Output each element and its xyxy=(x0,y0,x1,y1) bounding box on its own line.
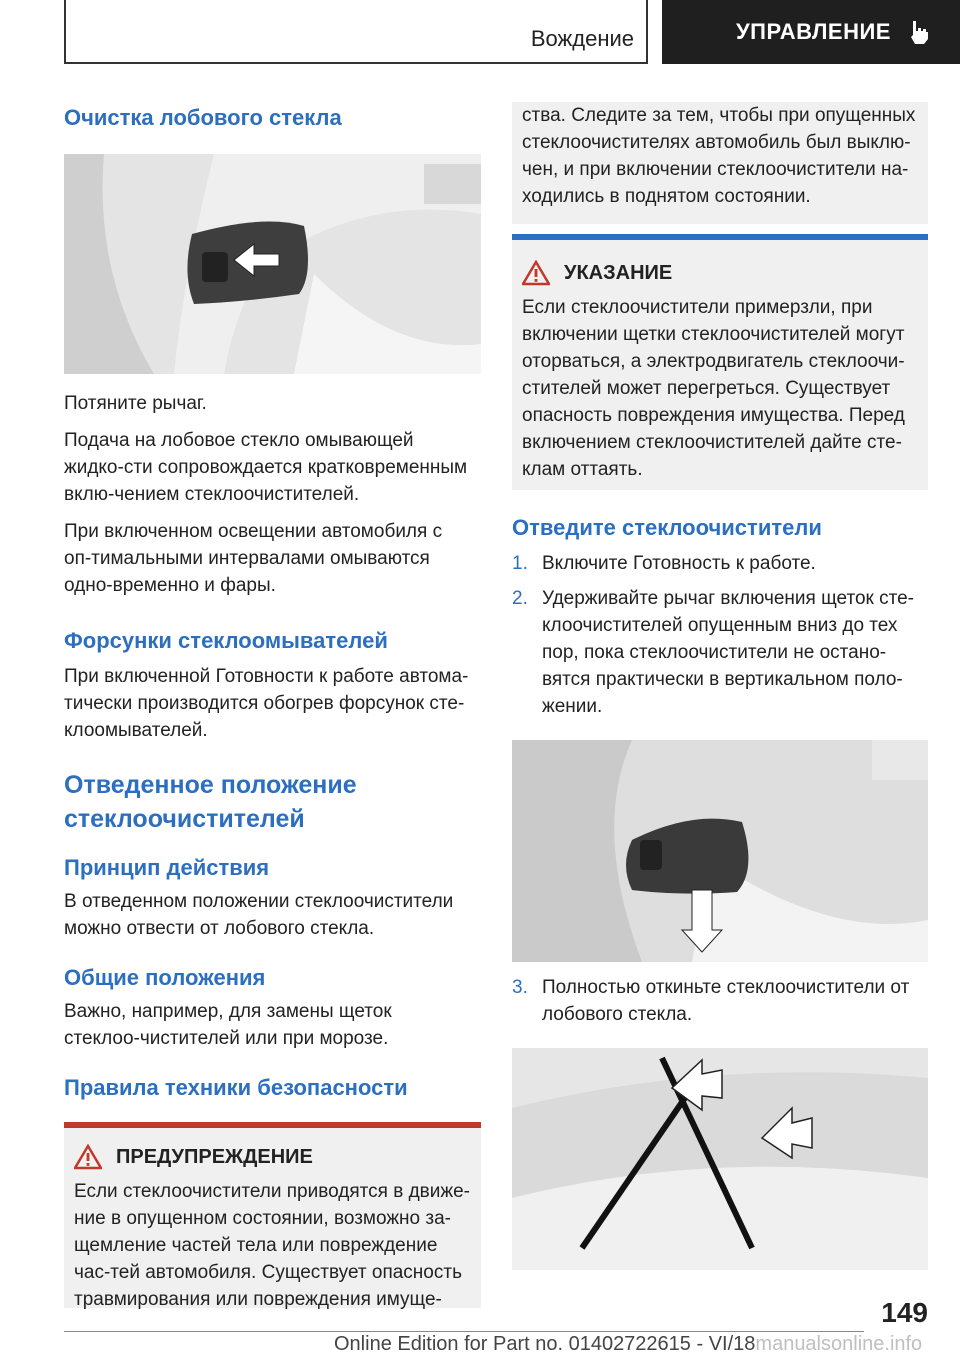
heading-safety: Правила техники безопасности xyxy=(64,1075,408,1100)
left-column xyxy=(64,96,481,1308)
heading-washer-nozzles: Форсунки стеклоомывателей xyxy=(64,628,388,653)
notice-label: УКАЗАНИЕ xyxy=(564,261,673,284)
warning-box xyxy=(64,1128,481,1308)
header-section-label: Вождение xyxy=(530,26,634,51)
steps-list xyxy=(512,550,928,720)
warning-text: Если стеклоочистители приводятся в движе-ние в опущенном состоянии, возможно за-щемление частей тела или повреждение час-тей автомобиля. Существует опасность травмирования или повреждения имуще- xyxy=(74,1181,470,1310)
page-number: 149 xyxy=(881,1297,928,1328)
step-item xyxy=(512,974,928,1028)
nozzles-text: При включенной Готовности к работе автома-тически производится обогрев форсунок сте-клоомывателей. xyxy=(64,666,469,741)
warning-box-continued xyxy=(512,102,928,224)
wipers-illustration xyxy=(512,1048,928,1270)
general-text: Важно, например, для замены щеток стеклоо-чистителей или при морозе. xyxy=(64,1001,392,1049)
header-chapter-label: УПРАВЛЕНИЕ xyxy=(736,19,891,44)
step-text: Полностью откиньте стеклоочистители от лобового стекла. xyxy=(542,977,910,1025)
footer-edition xyxy=(334,1333,922,1356)
header-chapter-tab xyxy=(662,0,960,64)
warning-label: ПРЕДУПРЕЖДЕНИЕ xyxy=(116,1145,313,1168)
wipers-folded-photo xyxy=(512,1048,928,1270)
edition-text: Online Edition for Part no. 01402722615 - VI/18 xyxy=(334,1333,756,1355)
notice-triangle-icon xyxy=(522,260,550,286)
step-text: Включите Готовность к работе. xyxy=(542,553,816,574)
pull-lever-text: Потяните рычаг. xyxy=(64,393,207,414)
heading-windshield-washer: Очистка лобового стекла xyxy=(64,105,342,130)
warning-text-continued: ства. Следите за тем, чтобы при опущенных стеклоочистителях автомобиль был выклю-чен, и при включении стеклоочистители на-ходились в поднятом состоянии. xyxy=(522,105,916,207)
washer-text-1: Подача на лобовое стекло омывающей жидко-сти сопровождается кратковременным вклю-чением стеклоочистителей. xyxy=(64,430,468,505)
steps-list-continued xyxy=(512,974,928,1028)
heading-general: Общие положения xyxy=(64,965,266,990)
heading-fold-wipers: Отведите стеклоочистители xyxy=(512,515,822,540)
lever-down-photo xyxy=(512,740,928,962)
step-number: 3. xyxy=(512,977,528,998)
step-item xyxy=(512,585,928,720)
step-number: 2. xyxy=(512,588,528,609)
step-text: Удерживайте рычаг включения щеток сте-клоочистителей опущенным вниз до тех пор, пока стеклоочистители не остано-вятся практически в вертикальном поло-жении. xyxy=(542,588,914,717)
washer-lever-photo xyxy=(64,154,481,374)
lever-down-illustration xyxy=(512,740,928,962)
principle-text: В отведенном положении стеклоочистители можно отвести от лобового стекла. xyxy=(64,891,454,939)
warning-title xyxy=(74,1144,471,1170)
notice-text: Если стеклоочистители примерзли, при включении щетки стеклоочистителей могут оторваться, а электродвигатель стеклоочи-стителей может перегреться. Существует опасность повреждения имущества. Перед включением стеклоочистителей дайте сте-клам оттаять. xyxy=(522,297,905,480)
notice-box xyxy=(512,240,928,490)
hand-pointer-icon xyxy=(907,19,933,45)
warning-triangle-icon xyxy=(74,1144,102,1170)
notice-title xyxy=(522,260,918,286)
heading-principle: Принцип действия xyxy=(64,855,270,880)
step-number: 1. xyxy=(512,553,528,574)
heading-folded-position: Отведенное положение стеклоочистителей xyxy=(64,771,357,833)
step-item xyxy=(512,550,928,577)
right-column xyxy=(512,102,928,1270)
watermark-text: manualsonline.info xyxy=(755,1333,923,1355)
lever-illustration xyxy=(64,154,481,374)
footer-rule xyxy=(64,1331,864,1332)
washer-text-2: При включенном освещении автомобиля с оп-тимальными интервалами омываются одно-временно и фары. xyxy=(64,521,443,596)
